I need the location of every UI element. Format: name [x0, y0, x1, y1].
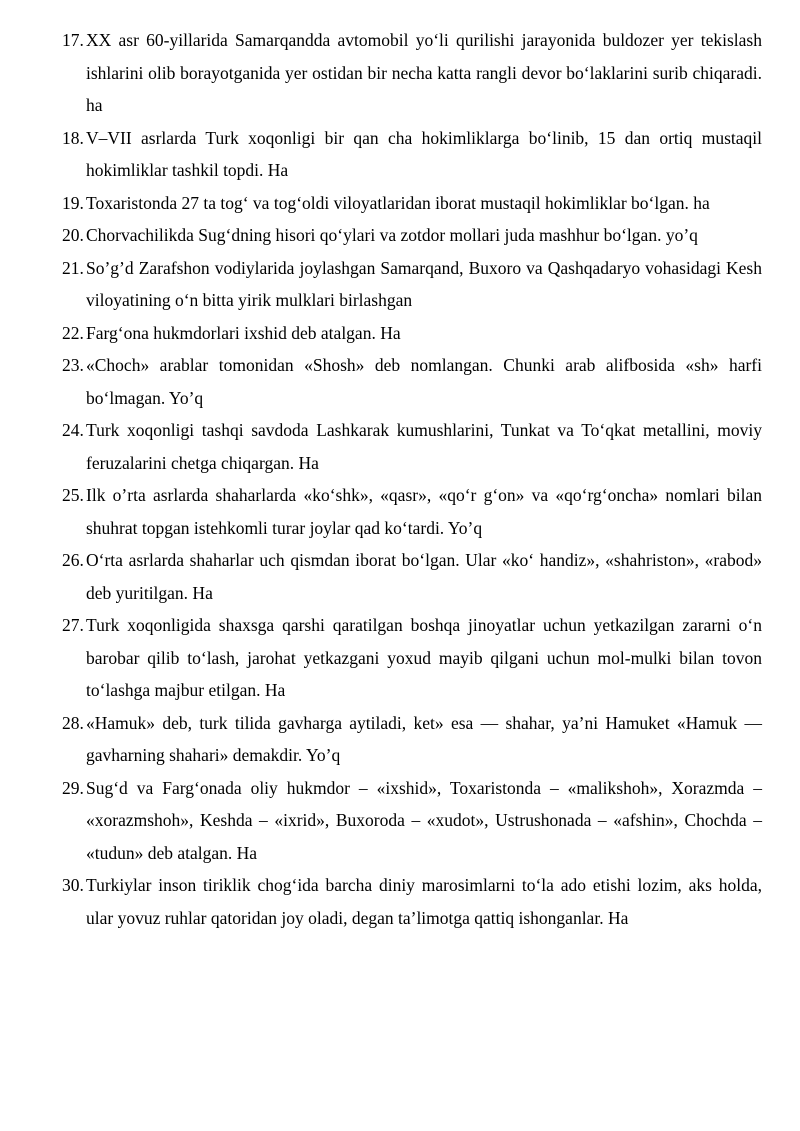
- item-text: «Hamuk» deb, turk tilida gavharga aytiladi, ket» esa — shahar, ya’ni Hamuket «Hamuk — gavharning shahari» demakdir. Yo’q: [86, 712, 762, 765]
- item-number: 26.: [62, 550, 84, 570]
- list-item: [62, 317, 762, 350]
- item-number: 21.: [62, 257, 84, 278]
- item-text: Turkiylar inson tiriklik chog‘ida barcha diniy marosimlarni to‘la ado etishi lozim, aks holda, ular yovuz ruhlar qatoridan joy oladi, degan ta’limotga qattiq ishonganlar. Ha: [86, 875, 762, 928]
- item-number: 18.: [62, 127, 84, 148]
- item-number: 27.: [62, 615, 84, 635]
- item-number: 25.: [62, 485, 84, 505]
- list-item: [62, 869, 762, 934]
- list-item: [62, 122, 762, 187]
- item-text: So’g’d Zarafshon vodiylarida joylashgan Samarqand, Buxoro va Qashqadaryo vohasidagi Kesh viloyatining o‘n bitta yirik mulklari birlashgan: [86, 257, 762, 310]
- item-number: 17.: [62, 30, 84, 50]
- list-item: [62, 707, 762, 772]
- item-number: 20.: [62, 225, 84, 245]
- item-text: Farg‘ona hukmdorlari ixshid deb atalgan. Ha: [86, 322, 401, 343]
- item-number: 30.: [62, 875, 84, 895]
- list-item: [62, 24, 762, 122]
- item-text: Ilk o’rta asrlarda shaharlarda «ko‘shk», «qasr», «qo‘r g‘on» va «qo‘rg‘oncha» nomlari bilan shuhrat topgan istehkomli turar joylar qad ko‘tardi. Yo’q: [86, 485, 762, 538]
- item-text: Sug‘d va Farg‘onada oliy hukmdor – «ixshid», Toxaristonda – «malikshoh», Xorazmda – «xorazmshoh», Keshda – «ixrid», Buxoroda – «xudot», Ustrushonada – «afshin», Chochda – «tudun» deb atalgan. Ha: [86, 777, 762, 863]
- list-item: [62, 219, 762, 252]
- item-text: «Choch» arablar tomonidan «Shosh» deb nomlangan. Chunki arab alifbosida «sh» harfi bo‘lmagan. Yo’q: [86, 355, 762, 408]
- list-item: [62, 609, 762, 707]
- item-text: V–VII asrlarda Turk xoqonligi bir qan cha hokimliklarga bo‘linib, 15 dan ortiq mustaqil hokimliklar tashkil topdi. Ha: [86, 127, 762, 180]
- item-text: XX asr 60-yillarida Samarqandda avtomobil yo‘li qurilishi jarayonida buldozer yer tekislash ishlarini olib borayotganida yer ostidan bir necha katta rangli devor bo‘laklarini surib chiqaradi. ha: [86, 30, 762, 115]
- list-item: [62, 414, 762, 479]
- item-number: 28.: [62, 712, 84, 733]
- list-item: [62, 187, 762, 220]
- list-item: [62, 252, 762, 317]
- list-item: [62, 772, 762, 870]
- item-number: 29.: [62, 777, 84, 798]
- list-item: [62, 479, 762, 544]
- item-text: Toxaristonda 27 ta tog‘ va tog‘oldi viloyatlaridan iborat mustaqil hokimliklar bo‘lgan. ha: [86, 192, 710, 213]
- document-page: [62, 24, 762, 934]
- item-text: O‘rta asrlarda shaharlar uch qismdan iborat bo‘lgan. Ular «ko‘ handiz», «shahriston», «rabod» deb yuritilgan. Ha: [86, 550, 762, 603]
- item-text: Turk xoqonligi tashqi savdoda Lashkarak kumushlarini, Tunkat va To‘qkat metallini, moviy feruzalarini chetga chiqargan. Ha: [86, 420, 762, 473]
- item-text: Turk xoqonligida shaxsga qarshi qaratilgan boshqa jinoyatlar uchun yetkazilgan zararni o‘n barobar qilib to‘lash, jarohat yetkazgani yoxud mayib qilgani uchun mol-mulki bilan tovon to‘lashga majbur etilgan. Ha: [86, 615, 762, 700]
- list-item: [62, 544, 762, 609]
- item-number: 24.: [62, 420, 84, 440]
- item-number: 22.: [62, 322, 84, 343]
- item-number: 19.: [62, 192, 84, 213]
- item-number: 23.: [62, 355, 84, 375]
- list-item: [62, 349, 762, 414]
- item-text: Chorvachilikda Sug‘dning hisori qo‘ylari va zotdor mollari juda mashhur bo‘lgan. yo’q: [86, 225, 698, 245]
